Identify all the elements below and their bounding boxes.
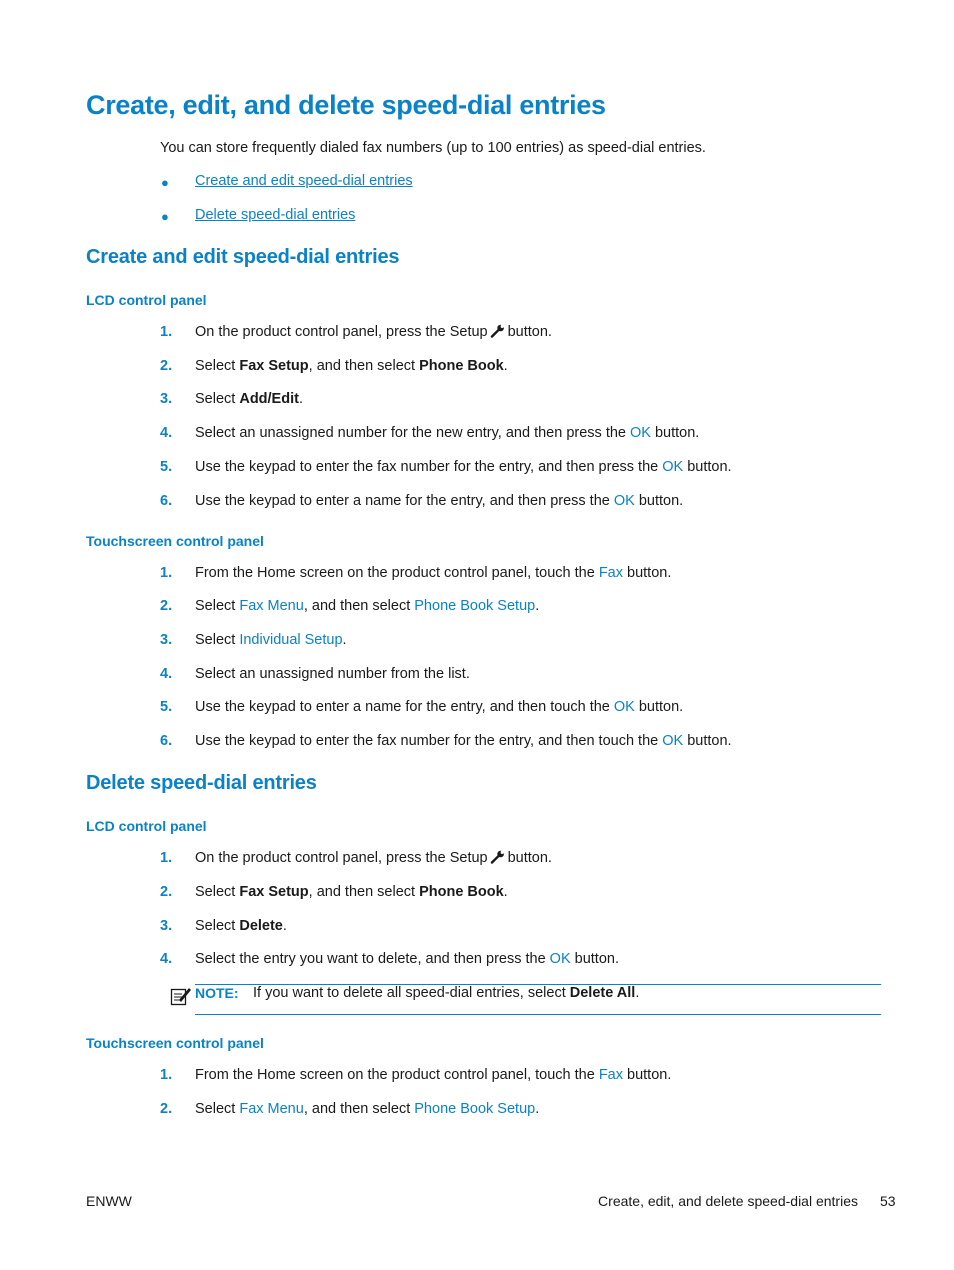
step-number: 5. xyxy=(160,699,173,715)
step-text: Select Individual Setup. xyxy=(195,632,347,648)
link-create-edit[interactable]: Create and edit speed-dial entries xyxy=(195,173,413,189)
step-number: 3. xyxy=(160,918,173,934)
subheading-lcd: LCD control panel xyxy=(86,292,207,308)
step-text: Select Fax Menu, and then select Phone Book Setup. xyxy=(195,1101,540,1117)
step-text: On the product control panel, press the Setup button. xyxy=(195,324,552,340)
step-number: 3. xyxy=(160,632,173,648)
step-number: 4. xyxy=(160,425,173,441)
step-number: 4. xyxy=(160,666,173,682)
step-text: Use the keypad to enter a name for the entry, and then press the OK button. xyxy=(195,493,684,509)
footer-title: Create, edit, and delete speed-dial entries xyxy=(598,1193,858,1209)
step-number: 3. xyxy=(160,391,173,407)
step-text: Select Fax Setup, and then select Phone Book. xyxy=(195,884,508,900)
step-text: Select an unassigned number from the list. xyxy=(195,666,470,682)
note-icon xyxy=(170,986,192,1006)
step-number: 1. xyxy=(160,850,173,866)
subheading-touchscreen: Touchscreen control panel xyxy=(86,1035,264,1051)
step-text: Select Fax Menu, and then select Phone Book Setup. xyxy=(195,598,540,614)
note-bottom-rule xyxy=(195,1014,881,1015)
step-text: Select an unassigned number for the new entry, and then press the OK button. xyxy=(195,425,700,441)
step-number: 6. xyxy=(160,493,173,509)
step-number: 2. xyxy=(160,1101,173,1117)
step-text: From the Home screen on the product control panel, touch the Fax button. xyxy=(195,1067,672,1083)
step-number: 2. xyxy=(160,598,173,614)
bullet: ● xyxy=(161,209,169,224)
step-text: On the product control panel, press the Setup button. xyxy=(195,850,552,866)
section-heading-create-edit: Create and edit speed-dial entries xyxy=(86,246,400,268)
step-number: 4. xyxy=(160,951,173,967)
step-text: Select Add/Edit. xyxy=(195,391,303,407)
step-number: 1. xyxy=(160,1067,173,1083)
step-number: 6. xyxy=(160,733,173,749)
step-number: 2. xyxy=(160,884,173,900)
note-text: If you want to delete all speed-dial entries, select Delete All. xyxy=(253,985,640,1001)
step-text: Select the entry you want to delete, and then press the OK button. xyxy=(195,951,619,967)
step-text: Use the keypad to enter the fax number for the entry, and then touch the OK button. xyxy=(195,733,732,749)
step-text: Use the keypad to enter a name for the entry, and then touch the OK button. xyxy=(195,699,684,715)
subheading-touchscreen: Touchscreen control panel xyxy=(86,533,264,549)
wrench-icon xyxy=(490,850,506,864)
bullet: ● xyxy=(161,175,169,190)
step-text: Select Fax Setup, and then select Phone Book. xyxy=(195,358,508,374)
link-delete[interactable]: Delete speed-dial entries xyxy=(195,207,356,223)
section-heading-delete: Delete speed-dial entries xyxy=(86,772,317,794)
page-number: 53 xyxy=(880,1193,896,1209)
note-label: NOTE: xyxy=(195,985,239,1001)
step-text: Use the keypad to enter the fax number for the entry, and then press the OK button. xyxy=(195,459,732,475)
step-number: 1. xyxy=(160,565,173,581)
footer-left: ENWW xyxy=(86,1193,132,1209)
step-number: 1. xyxy=(160,324,173,340)
page-title: Create, edit, and delete speed-dial entries xyxy=(86,90,606,120)
wrench-icon xyxy=(490,324,506,338)
step-number: 5. xyxy=(160,459,173,475)
step-text: Select Delete. xyxy=(195,918,287,934)
intro-text: You can store frequently dialed fax numbers (up to 100 entries) as speed-dial entries. xyxy=(160,140,706,156)
step-text: From the Home screen on the product control panel, touch the Fax button. xyxy=(195,565,672,581)
step-number: 2. xyxy=(160,358,173,374)
subheading-lcd: LCD control panel xyxy=(86,818,207,834)
